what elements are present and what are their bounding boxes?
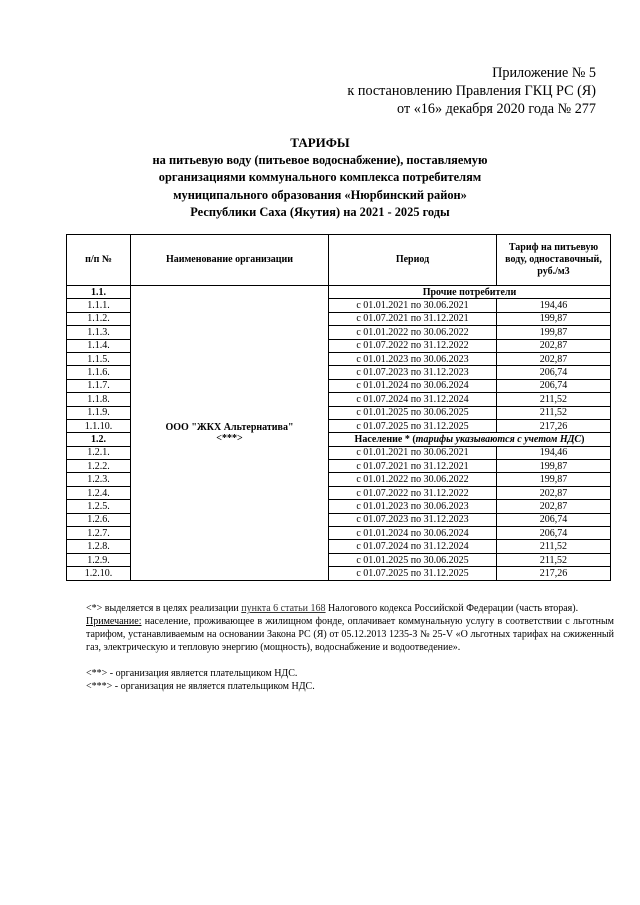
remark-text: население, проживающее в жилищном фонде, оплачивает коммунальную услугу в соответствии с льготным тарифом, устанавливаемым на основании Закона РС (Я) от 05.12.2013 1235-З № 25-V «О льготных тарифах на сжиженный газ, электрическую и тепловую энергию (мощность), водоснабжение и водоотведение».: [86, 616, 614, 653]
header-tariff: Тариф на питьевую воду, одноставочный, руб./м3: [497, 235, 611, 286]
header-period: Период: [329, 235, 497, 286]
group-row: [67, 286, 611, 299]
row-tariff: 199,87: [497, 312, 611, 325]
row-period: с 01.01.2022 по 30.06.2022: [329, 326, 497, 339]
row-tariff: 206,74: [497, 366, 611, 379]
footnote-vat-payer: <**> - организация является плательщиком НДС.: [86, 668, 298, 679]
row-tariff: 217,26: [497, 567, 611, 580]
row-period: с 01.07.2023 по 31.12.2023: [329, 513, 497, 526]
organization-vat-note: <***>: [216, 432, 243, 444]
row-number: 1.1.3.: [67, 326, 131, 339]
group-name-vat-note: тарифы указываются с учетом НДС: [415, 433, 582, 445]
row-period: с 01.07.2022 по 31.12.2022: [329, 339, 497, 352]
document-title: [0, 134, 640, 222]
row-period: с 01.01.2021 по 30.06.2021: [329, 446, 497, 459]
row-tariff: 202,87: [497, 339, 611, 352]
row-number: 1.1.9.: [67, 406, 131, 419]
row-tariff: 211,52: [497, 553, 611, 566]
row-period: с 01.07.2021 по 31.12.2021: [329, 460, 497, 473]
row-number: 1.1.4.: [67, 339, 131, 352]
row-number: 1.2.9.: [67, 553, 131, 566]
table-header-row: [67, 235, 611, 286]
row-period: с 01.01.2023 по 30.06.2023: [329, 500, 497, 513]
row-period: с 01.07.2022 по 31.12.2022: [329, 486, 497, 499]
row-tariff: 206,74: [497, 379, 611, 392]
row-number: 1.1.6.: [67, 366, 131, 379]
row-number: 1.2.8.: [67, 540, 131, 553]
organization-cell: [131, 286, 329, 581]
row-period: с 01.01.2024 по 30.06.2024: [329, 379, 497, 392]
title-line-4: Республики Саха (Якутия) на 2021 - 2025 годы: [190, 205, 450, 219]
row-number: 1.2.7.: [67, 527, 131, 540]
row-period: с 01.01.2025 по 30.06.2025: [329, 406, 497, 419]
row-period: с 01.07.2021 по 31.12.2021: [329, 312, 497, 325]
row-number: 1.2.10.: [67, 567, 131, 580]
row-period: с 01.07.2025 по 31.12.2025: [329, 419, 497, 432]
title-main: ТАРИФЫ: [290, 135, 350, 150]
title-line-1: на питьевую воду (питьевое водоснабжение), поставляемую: [152, 152, 488, 167]
tax-code-link[interactable]: пункта 6 статьи 168: [241, 603, 326, 614]
group-name: [329, 433, 611, 446]
row-tariff: 199,87: [497, 460, 611, 473]
row-number: 1.2.1.: [67, 446, 131, 459]
row-tariff: 217,26: [497, 419, 611, 432]
row-number: 1.2.4.: [67, 486, 131, 499]
row-period: с 01.01.2025 по 30.06.2025: [329, 553, 497, 566]
row-tariff: 194,46: [497, 299, 611, 312]
row-tariff: 199,87: [497, 326, 611, 339]
row-number: 1.1.1.: [67, 299, 131, 312]
footnote-vat-share: <*> выделяется в целях реализации пункта 6 статьи 168 Налогового кодекса Российской Федерации (часть вторая).: [86, 603, 579, 614]
row-tariff: 206,74: [497, 527, 611, 540]
row-period: с 01.07.2024 по 31.12.2024: [329, 393, 497, 406]
row-number: 1.2.5.: [67, 500, 131, 513]
header-organization: Наименование организации: [131, 235, 329, 286]
row-number: 1.2.2.: [67, 460, 131, 473]
row-number: 1.1.2.: [67, 312, 131, 325]
row-number: 1.1.10.: [67, 419, 131, 432]
group-number: 1.2.: [67, 433, 131, 446]
row-period: с 01.07.2023 по 31.12.2023: [329, 366, 497, 379]
appendix-number: Приложение № 5: [492, 65, 596, 81]
appendix-resolution: к постановлению Правления ГКЦ РС (Я): [347, 83, 596, 99]
title-line-3: муниципального образования «Нюрбинский район»: [173, 187, 467, 202]
group-name-main: Население * (: [354, 433, 416, 445]
row-number: 1.2.6.: [67, 513, 131, 526]
row-number: 1.1.5.: [67, 352, 131, 365]
header-number: п/п №: [67, 235, 131, 286]
appendix-date: от «16» декабря 2020 года № 277: [397, 101, 596, 117]
footnote-vat-non-payer: <***> - организация не является плательщиком НДС.: [86, 681, 315, 692]
row-number: 1.2.3.: [67, 473, 131, 486]
row-tariff: 206,74: [497, 513, 611, 526]
row-tariff: 211,52: [497, 540, 611, 553]
group-name: Прочие потребители: [329, 286, 611, 299]
title-line-2: организациями коммунального комплекса потребителям: [158, 170, 482, 184]
row-tariff: 211,52: [497, 406, 611, 419]
group-number: 1.1.: [67, 286, 131, 299]
row-number: 1.1.8.: [67, 393, 131, 406]
organization-name: ООО "ЖКХ Альтернатива": [165, 421, 294, 433]
remark-label: Примечание:: [86, 616, 142, 627]
row-tariff: 202,87: [497, 352, 611, 365]
tariff-table: [66, 234, 611, 581]
row-tariff: 211,52: [497, 393, 611, 406]
row-tariff: 194,46: [497, 446, 611, 459]
row-tariff: 202,87: [497, 486, 611, 499]
row-period: с 01.07.2024 по 31.12.2024: [329, 540, 497, 553]
footnotes: [86, 602, 614, 693]
group-name-end: ): [581, 433, 585, 445]
row-number: 1.1.7.: [67, 379, 131, 392]
row-period: с 01.01.2021 по 30.06.2021: [329, 299, 497, 312]
remark: [86, 615, 614, 654]
appendix-header: [347, 64, 596, 118]
row-period: с 01.01.2024 по 30.06.2024: [329, 527, 497, 540]
row-period: с 01.01.2023 по 30.06.2023: [329, 352, 497, 365]
row-tariff: 202,87: [497, 500, 611, 513]
row-period: с 01.01.2022 по 30.06.2022: [329, 473, 497, 486]
row-period: с 01.07.2025 по 31.12.2025: [329, 567, 497, 580]
row-tariff: 199,87: [497, 473, 611, 486]
